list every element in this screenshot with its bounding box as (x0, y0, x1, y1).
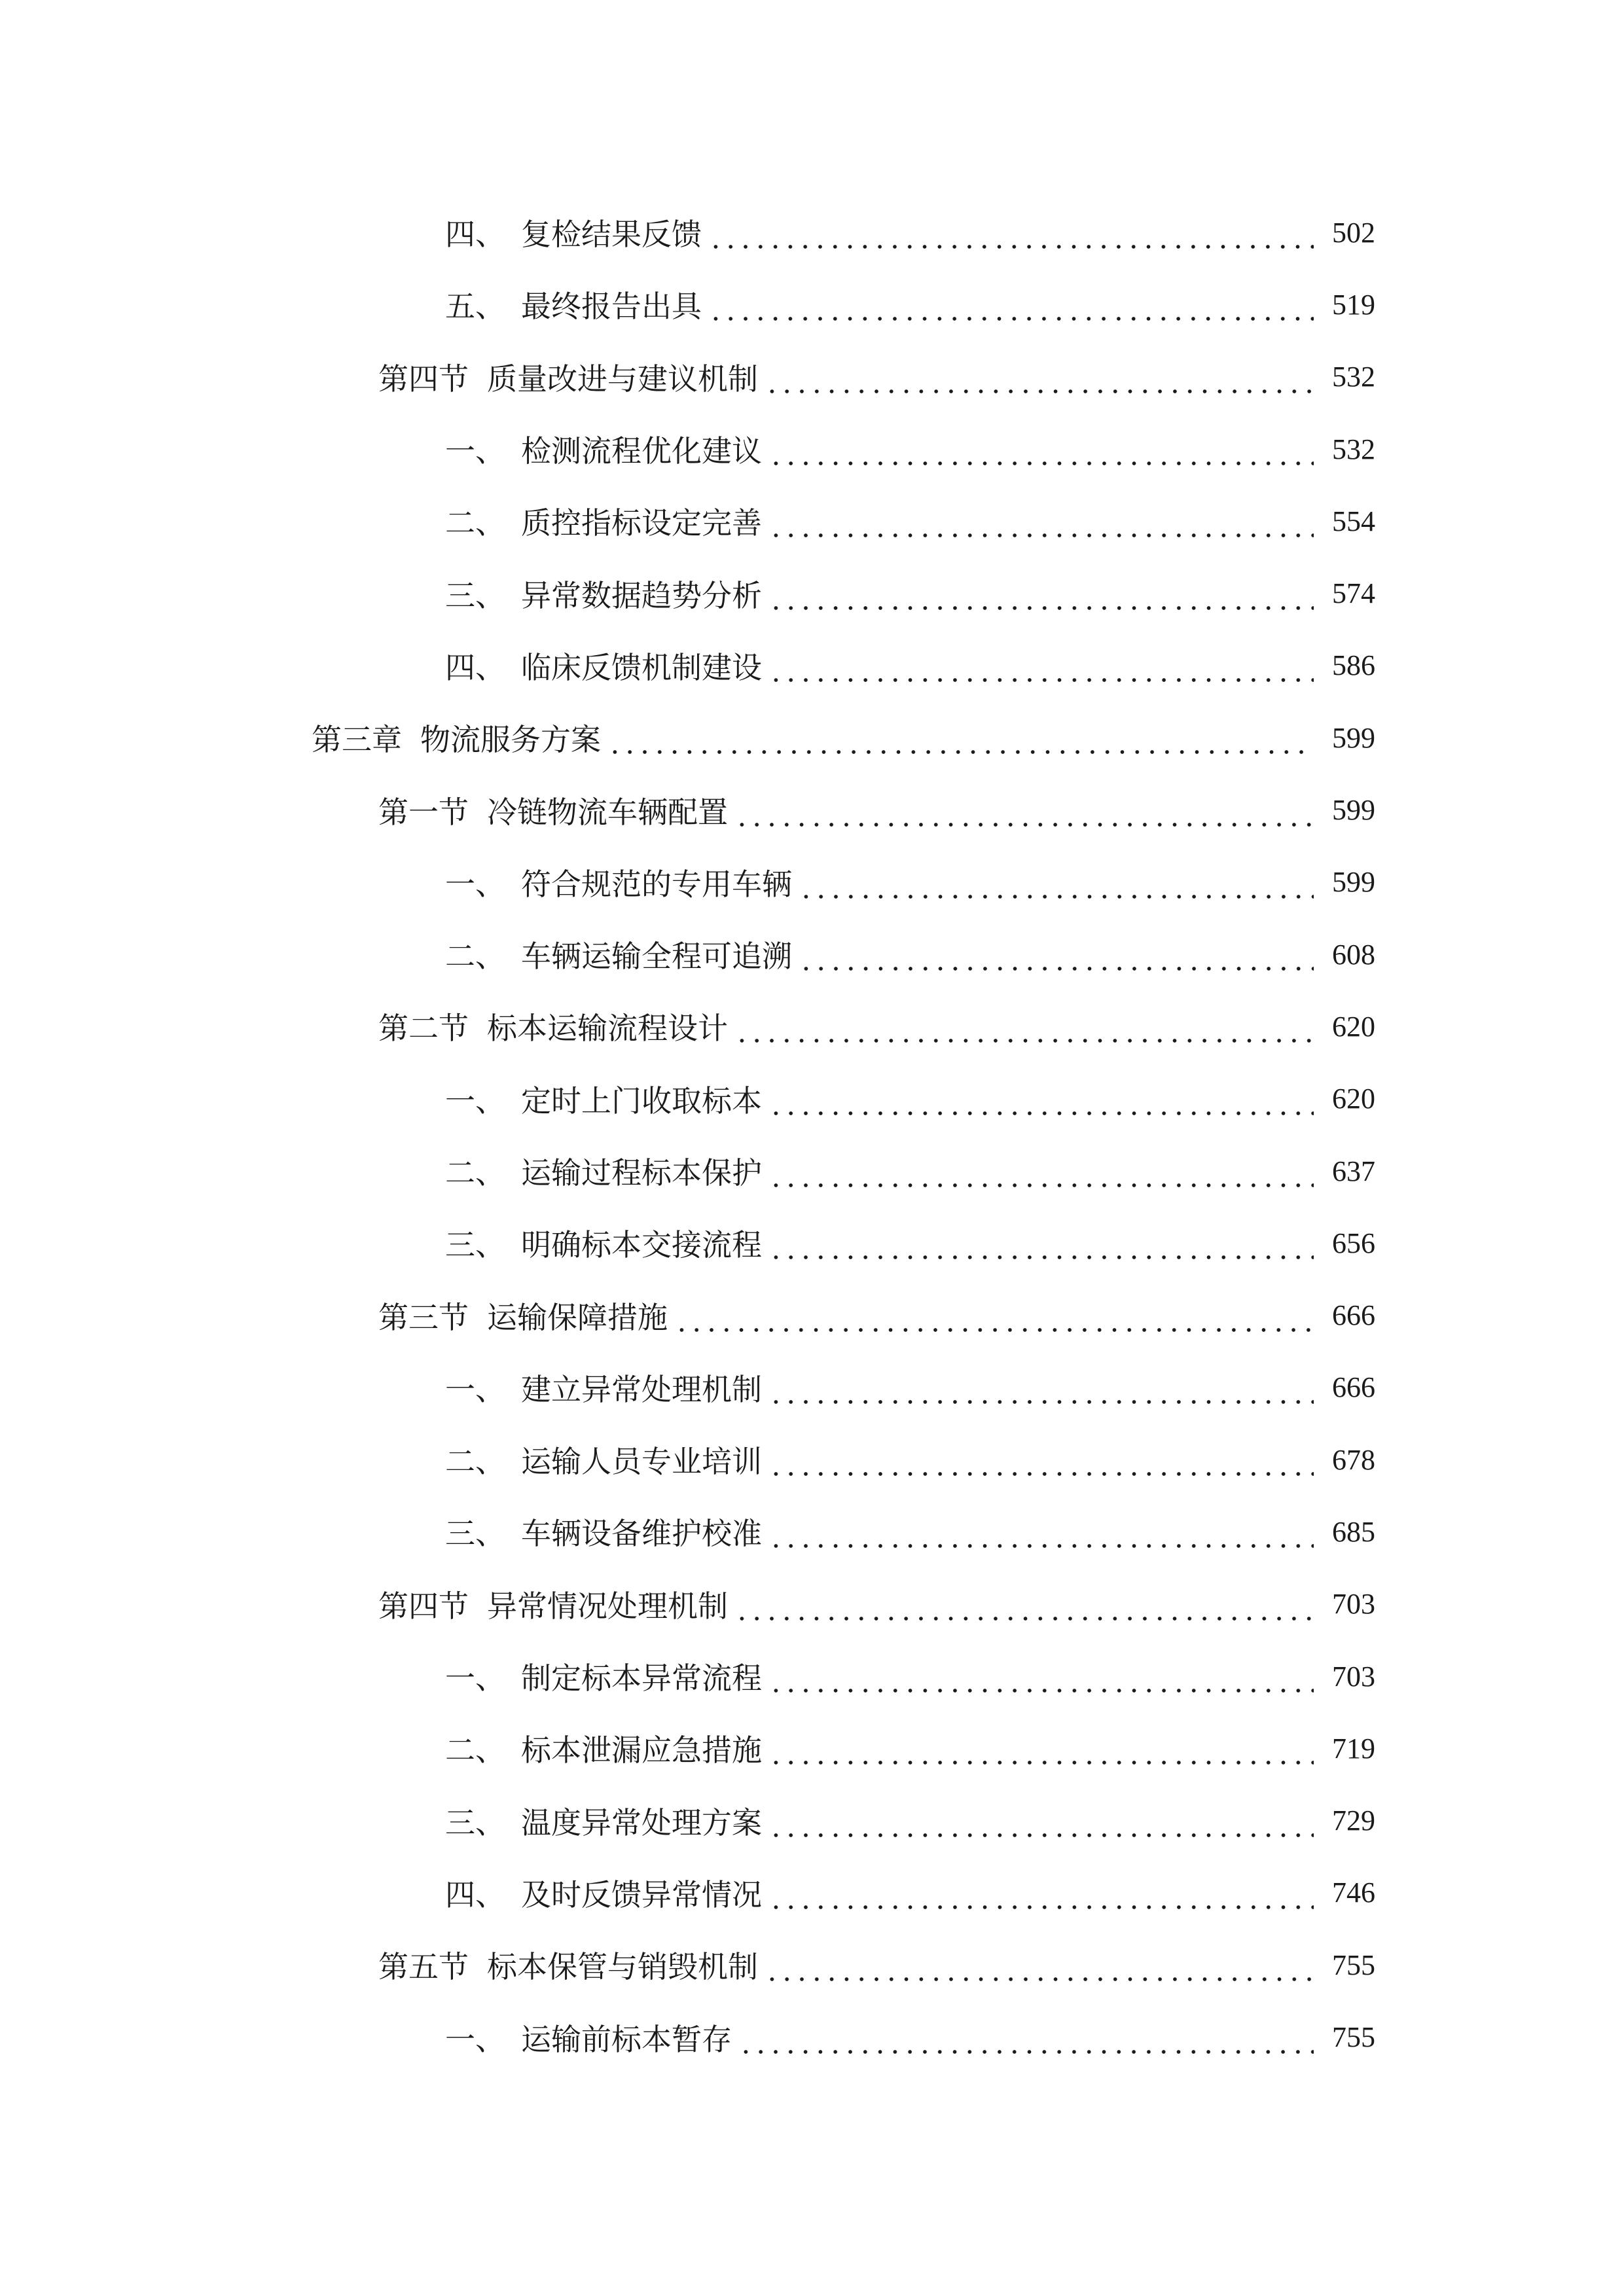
entry-title: 异常情况处理机制 (487, 1588, 728, 1624)
toc-entry[interactable] (0, 1640, 1624, 1712)
toc-entry[interactable] (0, 268, 1624, 340)
toc-entry[interactable] (0, 630, 1624, 702)
dot-leader (799, 871, 1314, 901)
toc-entry[interactable] (0, 1785, 1624, 1857)
dot-leader (674, 1304, 1314, 1335)
dot-leader (768, 438, 1314, 468)
entry-title: 建立异常处理机制 (521, 1371, 762, 1407)
entry-number: 第二节 (378, 1011, 469, 1047)
page-number: 586 (1332, 649, 1375, 682)
toc-entry[interactable] (0, 2001, 1624, 2073)
page-number: 599 (1332, 794, 1375, 827)
page-number: 703 (1332, 1588, 1375, 1621)
entry-title: 运输保障措施 (487, 1299, 668, 1335)
entry-number: 二、 (445, 1444, 505, 1480)
dot-leader (768, 1737, 1314, 1767)
entry-title: 最终报告出具 (521, 289, 702, 325)
toc-entry[interactable] (0, 1135, 1624, 1207)
page-number: 519 (1332, 288, 1375, 321)
entry-number: 五、 (445, 289, 505, 325)
entry-number: 四、 (445, 649, 505, 685)
entry-number: 三、 (445, 577, 505, 613)
toc-entry[interactable] (0, 702, 1624, 774)
dot-leader (768, 1448, 1314, 1479)
entry-title: 质控指标设定完善 (521, 505, 762, 541)
dot-leader (734, 1015, 1314, 1045)
entry-number: 第四节 (378, 1588, 469, 1624)
dot-leader (607, 726, 1314, 757)
entry-title: 车辆运输全程可追溯 (521, 939, 792, 975)
entry-number: 一、 (445, 433, 505, 469)
entry-title: 及时反馈异常情况 (521, 1876, 762, 1912)
entry-number: 二、 (445, 1732, 505, 1768)
dot-leader (708, 221, 1314, 251)
page-number: 746 (1332, 1876, 1375, 1909)
entry-number: 三、 (445, 1804, 505, 1840)
toc-entry[interactable] (0, 485, 1624, 557)
dot-leader (734, 799, 1314, 829)
page-number: 608 (1332, 938, 1375, 971)
toc-entry[interactable] (0, 1352, 1624, 1424)
entry-title: 运输过程标本保护 (521, 1155, 762, 1191)
page-number: 532 (1332, 433, 1375, 465)
page-number: 637 (1332, 1155, 1375, 1187)
entry-number: 二、 (445, 939, 505, 975)
dot-leader (738, 2026, 1314, 2056)
dot-leader (768, 1810, 1314, 1840)
entry-title: 复检结果反馈 (521, 217, 702, 253)
toc-entry[interactable] (0, 918, 1624, 990)
page-number: 719 (1332, 1732, 1375, 1765)
toc-entry[interactable] (0, 1929, 1624, 2001)
toc-entry[interactable] (0, 846, 1624, 918)
entry-number: 三、 (445, 1227, 505, 1263)
dot-leader (768, 1088, 1314, 1118)
page-number: 755 (1332, 1948, 1375, 1981)
entry-number: 二、 (445, 1155, 505, 1191)
page-number: 620 (1332, 1083, 1375, 1115)
page-number: 729 (1332, 1804, 1375, 1837)
page-number: 666 (1332, 1299, 1375, 1332)
entry-number: 一、 (445, 1660, 505, 1696)
entry-title: 冷链物流车辆配置 (487, 794, 728, 830)
dot-leader (768, 510, 1314, 540)
page-number: 599 (1332, 866, 1375, 899)
entry-number: 三、 (445, 1516, 505, 1552)
entry-title: 车辆设备维护校准 (521, 1516, 762, 1552)
dot-leader (708, 293, 1314, 323)
entry-title: 制定标本异常流程 (521, 1660, 762, 1696)
entry-number: 第三章 (312, 722, 402, 758)
page-number: 703 (1332, 1660, 1375, 1693)
entry-title: 明确标本交接流程 (521, 1227, 762, 1263)
entry-title: 运输人员专业培训 (521, 1444, 762, 1480)
page-number: 599 (1332, 721, 1375, 754)
page-number: 685 (1332, 1515, 1375, 1548)
toc-entry[interactable] (0, 1424, 1624, 1496)
page-number: 554 (1332, 505, 1375, 537)
entry-title: 定时上门收取标本 (521, 1083, 762, 1119)
dot-leader (768, 1232, 1314, 1262)
dot-leader (768, 1665, 1314, 1695)
dot-leader (768, 655, 1314, 685)
entry-title: 标本保管与销毁机制 (487, 1949, 758, 1985)
entry-number: 一、 (445, 866, 505, 902)
entry-title: 符合规范的专用车辆 (521, 866, 792, 902)
entry-number: 第五节 (378, 1949, 469, 1985)
entry-number: 第三节 (378, 1299, 469, 1335)
page-number: 620 (1332, 1010, 1375, 1043)
entry-title: 温度异常处理方案 (521, 1804, 762, 1840)
page-number: 755 (1332, 2021, 1375, 2054)
toc-entry[interactable] (0, 774, 1624, 846)
entry-title: 临床反馈机制建设 (521, 649, 762, 685)
entry-title: 标本运输流程设计 (487, 1011, 728, 1047)
page-number: 532 (1332, 361, 1375, 393)
toc-entry[interactable] (0, 557, 1624, 629)
entry-number: 一、 (445, 1371, 505, 1407)
toc-entry[interactable] (0, 1568, 1624, 1640)
dot-leader (768, 1376, 1314, 1407)
dot-leader (768, 1160, 1314, 1190)
page-number: 574 (1332, 577, 1375, 610)
dot-leader (768, 1520, 1314, 1551)
entry-title: 物流服务方案 (420, 722, 601, 758)
dot-leader (768, 583, 1314, 613)
dot-leader (799, 943, 1314, 973)
entry-number: 二、 (445, 505, 505, 541)
entry-title: 运输前标本暂存 (521, 2021, 732, 2057)
entry-number: 一、 (445, 2021, 505, 2057)
page-number: 656 (1332, 1227, 1375, 1259)
toc-entry[interactable] (0, 1207, 1624, 1279)
toc-entry[interactable] (0, 413, 1624, 485)
page-number: 678 (1332, 1443, 1375, 1476)
toc-entry[interactable] (0, 341, 1624, 413)
toc-entry[interactable] (0, 196, 1624, 268)
entry-title: 质量改进与建议机制 (487, 361, 758, 397)
entry-title: 检测流程优化建议 (521, 433, 762, 469)
toc-entry[interactable] (0, 1496, 1624, 1568)
dot-leader (734, 1593, 1314, 1623)
entry-title: 标本泄漏应急措施 (521, 1732, 762, 1768)
entry-number: 一、 (445, 1083, 505, 1119)
entry-number: 第四节 (378, 361, 469, 397)
toc-entry[interactable] (0, 990, 1624, 1062)
toc-entry[interactable] (0, 1279, 1624, 1351)
entry-number: 四、 (445, 217, 505, 253)
toc-entry[interactable] (0, 1857, 1624, 1929)
dot-leader (768, 1882, 1314, 1912)
page-number: 502 (1332, 216, 1375, 249)
table-of-contents (0, 196, 1624, 2073)
entry-number: 第一节 (378, 794, 469, 830)
entry-number: 四、 (445, 1876, 505, 1912)
toc-entry[interactable] (0, 1712, 1624, 1784)
dot-leader (765, 1954, 1314, 1984)
page-number: 666 (1332, 1371, 1375, 1404)
toc-entry[interactable] (0, 1063, 1624, 1135)
entry-title: 异常数据趋势分析 (521, 577, 762, 613)
dot-leader (765, 366, 1314, 396)
